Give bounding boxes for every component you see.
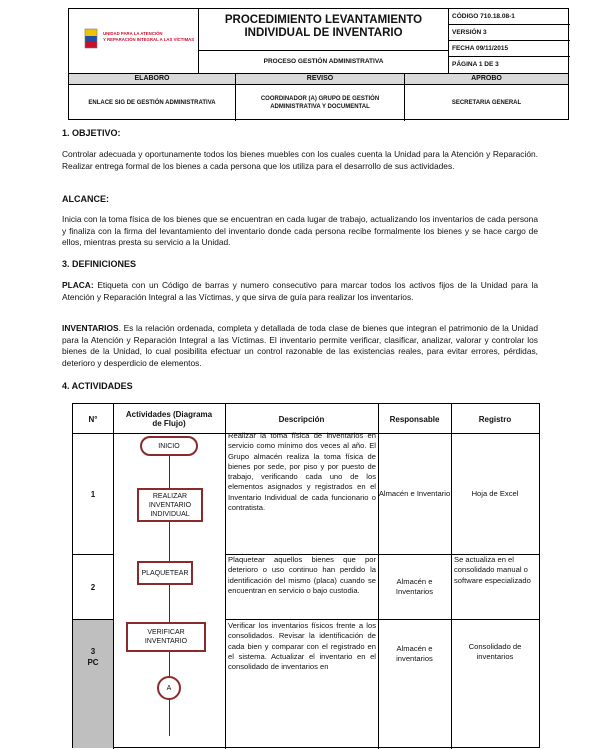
elaboro-value: ENLACE SIG DE GESTIÓN ADMINISTRATIVA [88, 100, 216, 106]
header-activities: Actividades (Diagrama de Flujo) [125, 410, 213, 428]
document-title: PROCEDIMIENTO LEVANTAMIENTO INDIVIDUAL DE INVENTARIO [199, 9, 449, 51]
placa-text: Etiqueta con un Código de barras y numero consecutivo para marcar todos los activos fijos de la Unidad para la Atención y Reparación Integral a las Víctimas, y que sirva de guía para realizar los inventarios. [62, 280, 538, 302]
row1-registro: Hoja de Excel [471, 488, 519, 498]
row3-pc-cell [73, 620, 113, 748]
inventarios-text: . Es la relación ordenada, completa y detallada de toda clase de bienes que integran el patrimonio de la Unidad para la Atención y Reparación Integral a las Víctimas. El inventario permite verificar, clasificar, analizar, valorar y controlar los bienes de la Unidad, lo cual posibilita efectuar un control razonable de las existencias reales, para evitar errores, pérdidas, deterioro y desperdicio de elementos. [62, 323, 538, 368]
inventarios-term: INVENTARIOS [62, 323, 119, 333]
alcance-heading: ALCANCE: [62, 194, 109, 204]
row3-description: Verificar los inventarios físicos frente a los consolidados. Revisar la identificación de cada bien y comparar con el registrado en el sistema. Actualizar el inventario en el consolidado de inventarios en [228, 621, 376, 672]
inventarios-definition [62, 323, 538, 369]
placa-definition [62, 280, 538, 303]
row3-registro: Consolidado de inventarios [468, 642, 522, 662]
objetivo-heading: 1. OBJETIVO: [62, 128, 121, 138]
coat-of-arms-icon [83, 27, 99, 51]
row2-number: 2 [90, 582, 96, 592]
definiciones-heading: 3. DEFINICIONES [62, 259, 137, 269]
row3-number: 3 [90, 647, 96, 656]
flow-start-terminal: INICIO [140, 436, 198, 456]
reviso-value: COORDINADOR (A) GRUPO DE GESTIÓN ADMINISTRATIVA Y DOCUMENTAL [235, 85, 404, 121]
page-number: PÁGINA 1 DE 3 [452, 61, 499, 68]
logo-cell [69, 9, 199, 73]
placa-term: PLACA: [62, 280, 94, 290]
row1-number: 1 [90, 489, 96, 499]
document-version: VERSIÓN 3 [449, 25, 570, 41]
objetivo-text: Controlar adecuada y oportunamente todos los bienes muebles con los cuales cuenta la Unidad para la Atención y Reparación. Realizar entrega formal de los bienes a cada persona que los utiliza para el desarrollo de sus actividades. [62, 149, 538, 171]
alcance-text: Inicia con la toma física de los bienes que se encuentran en cada lugar de trabajo, actualizando los inventarios de cada persona y finaliza con la firma del levantamiento del inventario donde cada persona recibe formalmente los bienes y se hace cargo de ellos, mientras presta su servicio a la Unidad. [62, 214, 538, 247]
process-name: PROCESO GESTIÓN ADMINISTRATIVA [199, 51, 449, 73]
document-header [68, 8, 569, 120]
row1-description: Realizar la toma física de inventarios en servicio como mínimo dos veces al año. El Grupo almacén realiza la toma física de bienes por sede, por piso y por puesto de trabajo, verificando cada uno de los elementos asignados y registrados en el Inventario Individual de cada funcionario o contratista. [228, 431, 376, 513]
header-registro: Registro [478, 414, 512, 424]
org-name-line2: Y REPARACIÓN INTEGRAL A LAS VÍCTIMAS [103, 37, 195, 42]
aprobo-value: SECRETARIA GENERAL [404, 85, 568, 121]
activities-table [72, 403, 540, 748]
flow-connector-a: A [157, 676, 181, 700]
row1-responsable: Almacén e Inventario [378, 488, 451, 498]
reviso-label: REVISÓ [235, 73, 404, 85]
row2-registro: Se actualiza en el consolidado manual o software especializado [454, 555, 531, 585]
row3-responsable: Almacén e inventarios [396, 644, 433, 664]
row2-description: Plaquetear aquellos bienes que por deterioro o uso continuo han perdido la identificación del mismo (placa) cuando se encuentran en servicio o bajo custodia. [228, 555, 376, 595]
flow-step-plaquetear: PLAQUETEAR [137, 561, 193, 585]
row2-responsable: Almacén e Inventarios [395, 576, 434, 596]
flow-step-realizar: REALIZAR INVENTARIO INDIVIDUAL [137, 488, 203, 522]
header-description: Descripción [278, 414, 325, 424]
actividades-heading: 4. ACTIVIDADES [62, 381, 133, 391]
header-responsable: Responsable [389, 414, 440, 424]
org-name-line1: UNIDAD PARA LA ATENCIÓN [103, 31, 163, 36]
document-code: CÓDIGO 710.18.08-1 [449, 9, 570, 25]
flow-step-verificar: VERIFICAR INVENTARIO [126, 622, 206, 652]
document-date: FECHA 09/11/2015 [449, 41, 570, 57]
elaboro-label: ELABORÓ [69, 73, 235, 85]
header-number: N° [88, 414, 98, 424]
row3-control-point: PC [87, 658, 99, 667]
aprobo-label: APROBO [404, 73, 568, 85]
